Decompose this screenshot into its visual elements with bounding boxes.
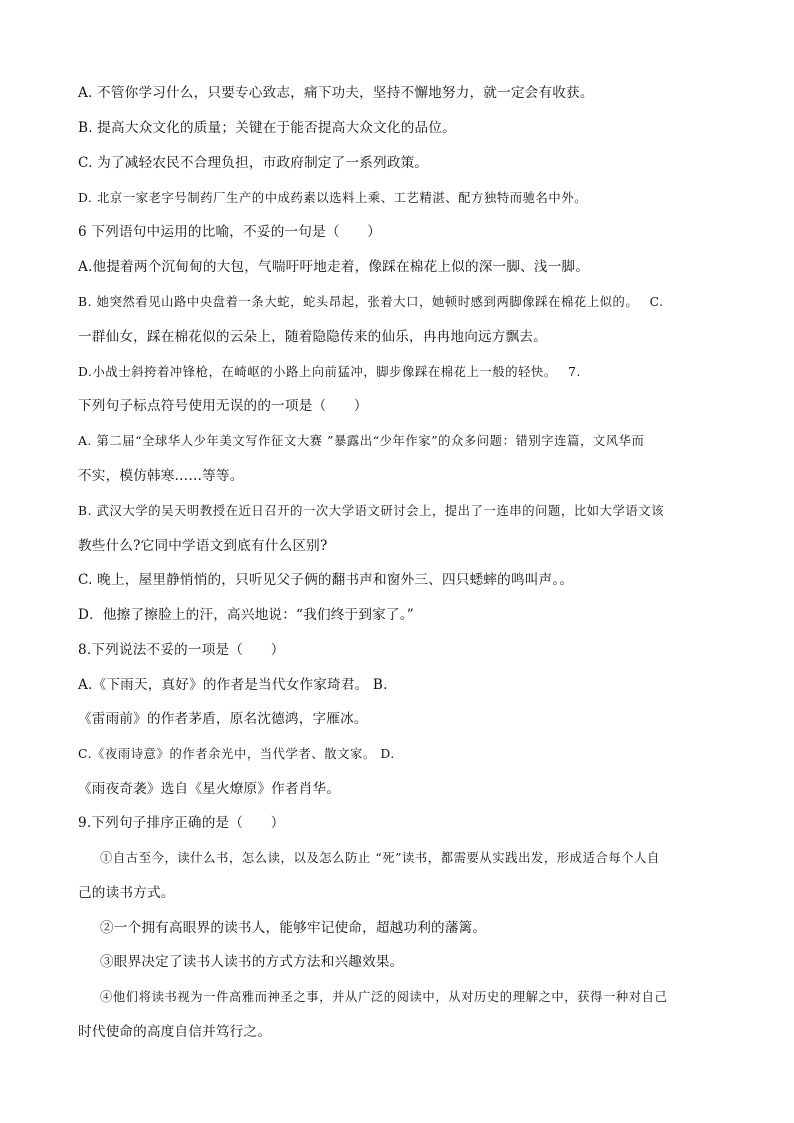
q9-sentence-1-line1: ①自古至今，读什么书，怎么读，以及怎么防止 “死”读书，都需要从实践出发，形成适合每个人自	[100, 851, 660, 865]
q6-option-d: D.小战士斜挎着冲锋枪，在崎岖的小路上向前猛冲，脚步像踩在棉花上一般的轻快。 7.	[78, 365, 582, 379]
option-a-line: A. 不管你学习什么，只要专心致志，痛下功夫，坚持不懈地努力，就一定会有收获。	[78, 85, 594, 101]
question-8-title: 8.下列说法不妥的一项是（ ）	[78, 642, 285, 658]
q9-sentence-4-line1: ④他们将读书视为一件高雅而神圣之事，并从广泛的阅读中，从对历史的理解之中，获得一种对自己	[100, 990, 668, 1004]
q6-option-b: B. 她突然看见山路中央盘着一条大蛇，蛇头昂起，张着大口，她顿时感到两脚像踩在棉花上似的。 C.	[78, 295, 664, 309]
q8-option-c: C.《夜雨诗意》的作者余光中，当代学者、散文家。 D.	[78, 747, 395, 761]
q7-option-a-line1: A. 第二届“全球华人少年美文写作征文大赛 ”暴露出“少年作家”的众多问题：错别字连篇，文风华而	[78, 434, 645, 448]
q9-sentence-2: ②一个拥有高眼界的读书人，能够牢记使命，超越功利的藩篱。	[100, 920, 487, 936]
question-7-title: 下列句子标点符号使用无误的的一项是（ ）	[78, 398, 368, 414]
q7-option-b-line1: B. 武汉大学的吴天明教授在近日召开的一次大学语文研讨会上，提出了一连串的问题，比如大学语文该	[78, 504, 665, 518]
question-6-title: 6 下列语句中运用的比喻，不妥的一句是（ ）	[78, 224, 382, 240]
q7-option-d: D．他擦了擦脸上的汗，高兴地说：“我们终于到家了。”	[78, 607, 414, 623]
q8-option-b: 《雷雨前》的作者茅盾，原名沈德鸿，字雁冰。	[78, 711, 368, 727]
q8-option-a: A.《下雨天，真好》的作者是当代女作家琦君。 B.	[78, 677, 388, 693]
q7-option-a-line2: 不实，模仿韩寒……等等。	[78, 468, 244, 484]
option-c-line: C. 为了减轻农民不合理负担，市政府制定了一系列政策。	[78, 155, 429, 171]
q9-sentence-3: ③眼界决定了读书人读书的方式方法和兴趣效果。	[100, 954, 404, 970]
q7-option-c: C. 晚上，屋里静悄悄的，只听见父子俩的翻书声和窗外三、四只蟋蟀的鸣叫声。。	[78, 572, 574, 588]
q6-option-c: 一群仙女，踩在棉花似的云朵上，随着隐隐传来的仙乐，冉冉地向远方飘去。	[78, 329, 547, 345]
option-b-line: B. 提高大众文化的质量；关键在于能否提高大众文化的品位。	[78, 120, 456, 136]
q8-option-d: 《雨夜奇袭》选自《星火燎原》作者肖华。	[78, 781, 341, 797]
q9-sentence-4-line2: 时代使命的高度自信并笃行之。	[78, 1024, 272, 1040]
q9-sentence-1-line2: 己的读书方式。	[78, 885, 175, 901]
q7-option-b-line2: 教些什么?它同中学语文到底有什么区别?	[78, 538, 328, 554]
question-9-title: 9.下列句子排序正确的是（ ）	[78, 815, 285, 831]
option-d-line: D. 北京一家老字号制药厂生产的中成药素以选料上乘、工艺精湛、配方独特而驰名中外。	[78, 191, 588, 205]
q6-option-a: A.他提着两个沉甸甸的大包，气喘吁吁地走着，像踩在棉花上似的深一脚、浅一脚。	[78, 259, 590, 275]
